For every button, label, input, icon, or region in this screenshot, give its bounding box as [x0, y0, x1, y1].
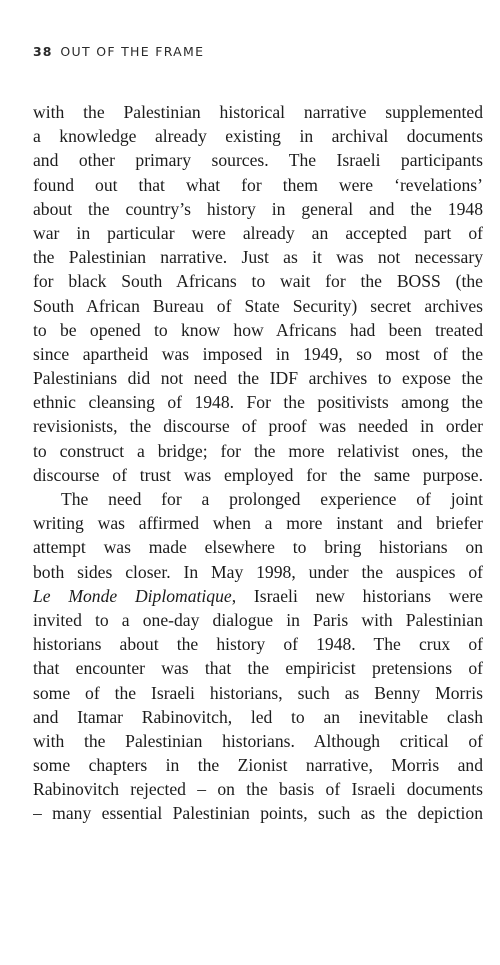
text-fragment: , Israeli new historians were	[231, 585, 483, 606]
text-line: and other primary sources. The Israeli participants	[33, 150, 483, 171]
text-line: – many essential Palestinian points, such as the depiction	[33, 803, 483, 824]
text-line: historians about the history of 1948. The crux of	[33, 634, 483, 655]
text-line: some chapters in the Zionist narrative, Morris and	[33, 755, 483, 776]
running-head	[33, 44, 204, 59]
text-line: with the Palestinian historical narrative supplemented	[33, 102, 483, 122]
text-line: South African Bureau of State Security) secret archives	[33, 295, 483, 316]
text-line: war in particular were already an accepted part of	[33, 222, 483, 243]
text-line: writing was affirmed when a more instant and briefer	[33, 513, 483, 534]
text-line: a knowledge already existing in archival documents	[33, 126, 483, 147]
text-line: with the Palestinian historians. Although critical of	[33, 730, 483, 751]
text-line: to construct a bridge; for the more relativist ones, the	[33, 440, 483, 461]
text-line: for black South Africans to wait for the BOSS (the	[33, 271, 483, 292]
text-line: invited to a one-day dialogue in Paris with Palestinian	[33, 609, 483, 630]
text-line: about the country’s history in general and the 1948	[33, 198, 483, 219]
page-number: 38	[33, 44, 53, 59]
text-line: some of the Israeli historians, such as Benny Morris	[33, 682, 483, 703]
text-line: The need for a prolonged experience of joint	[61, 489, 483, 509]
text-line: and Itamar Rabinovitch, led to an inevitable clash	[33, 706, 483, 727]
italic-title: Le Monde Diplomatique	[33, 585, 232, 606]
text-line: found out that what for them were ‘revelations’	[33, 174, 483, 195]
body-text	[33, 100, 483, 826]
text-line: ethnic cleansing of 1948. For the positivists among the	[33, 392, 483, 413]
text-line: revisionists, the discourse of proof was needed in order	[33, 416, 483, 437]
text-line: since apartheid was imposed in 1949, so most of the	[33, 343, 483, 364]
text-line: to be opened to know how Africans had been treated	[33, 319, 483, 340]
text-line: the Palestinian narrative. Just as it was not necessary	[33, 247, 483, 268]
text-line: discourse of trust was employed for the same purpose.	[33, 464, 483, 485]
text-line: that encounter was that the empiricist pretensions of	[33, 658, 483, 679]
text-line: Rabinovitch rejected – on the basis of Israeli documents	[33, 779, 483, 800]
text-line: attempt was made elsewhere to bring historians on	[33, 537, 483, 558]
text-line	[33, 584, 483, 608]
text-line: both sides closer. In May 1998, under the auspices of	[33, 561, 483, 582]
text-line: Palestinians did not need the IDF archives to expose the	[33, 368, 483, 389]
running-title: OUT OF THE FRAME	[60, 44, 205, 59]
